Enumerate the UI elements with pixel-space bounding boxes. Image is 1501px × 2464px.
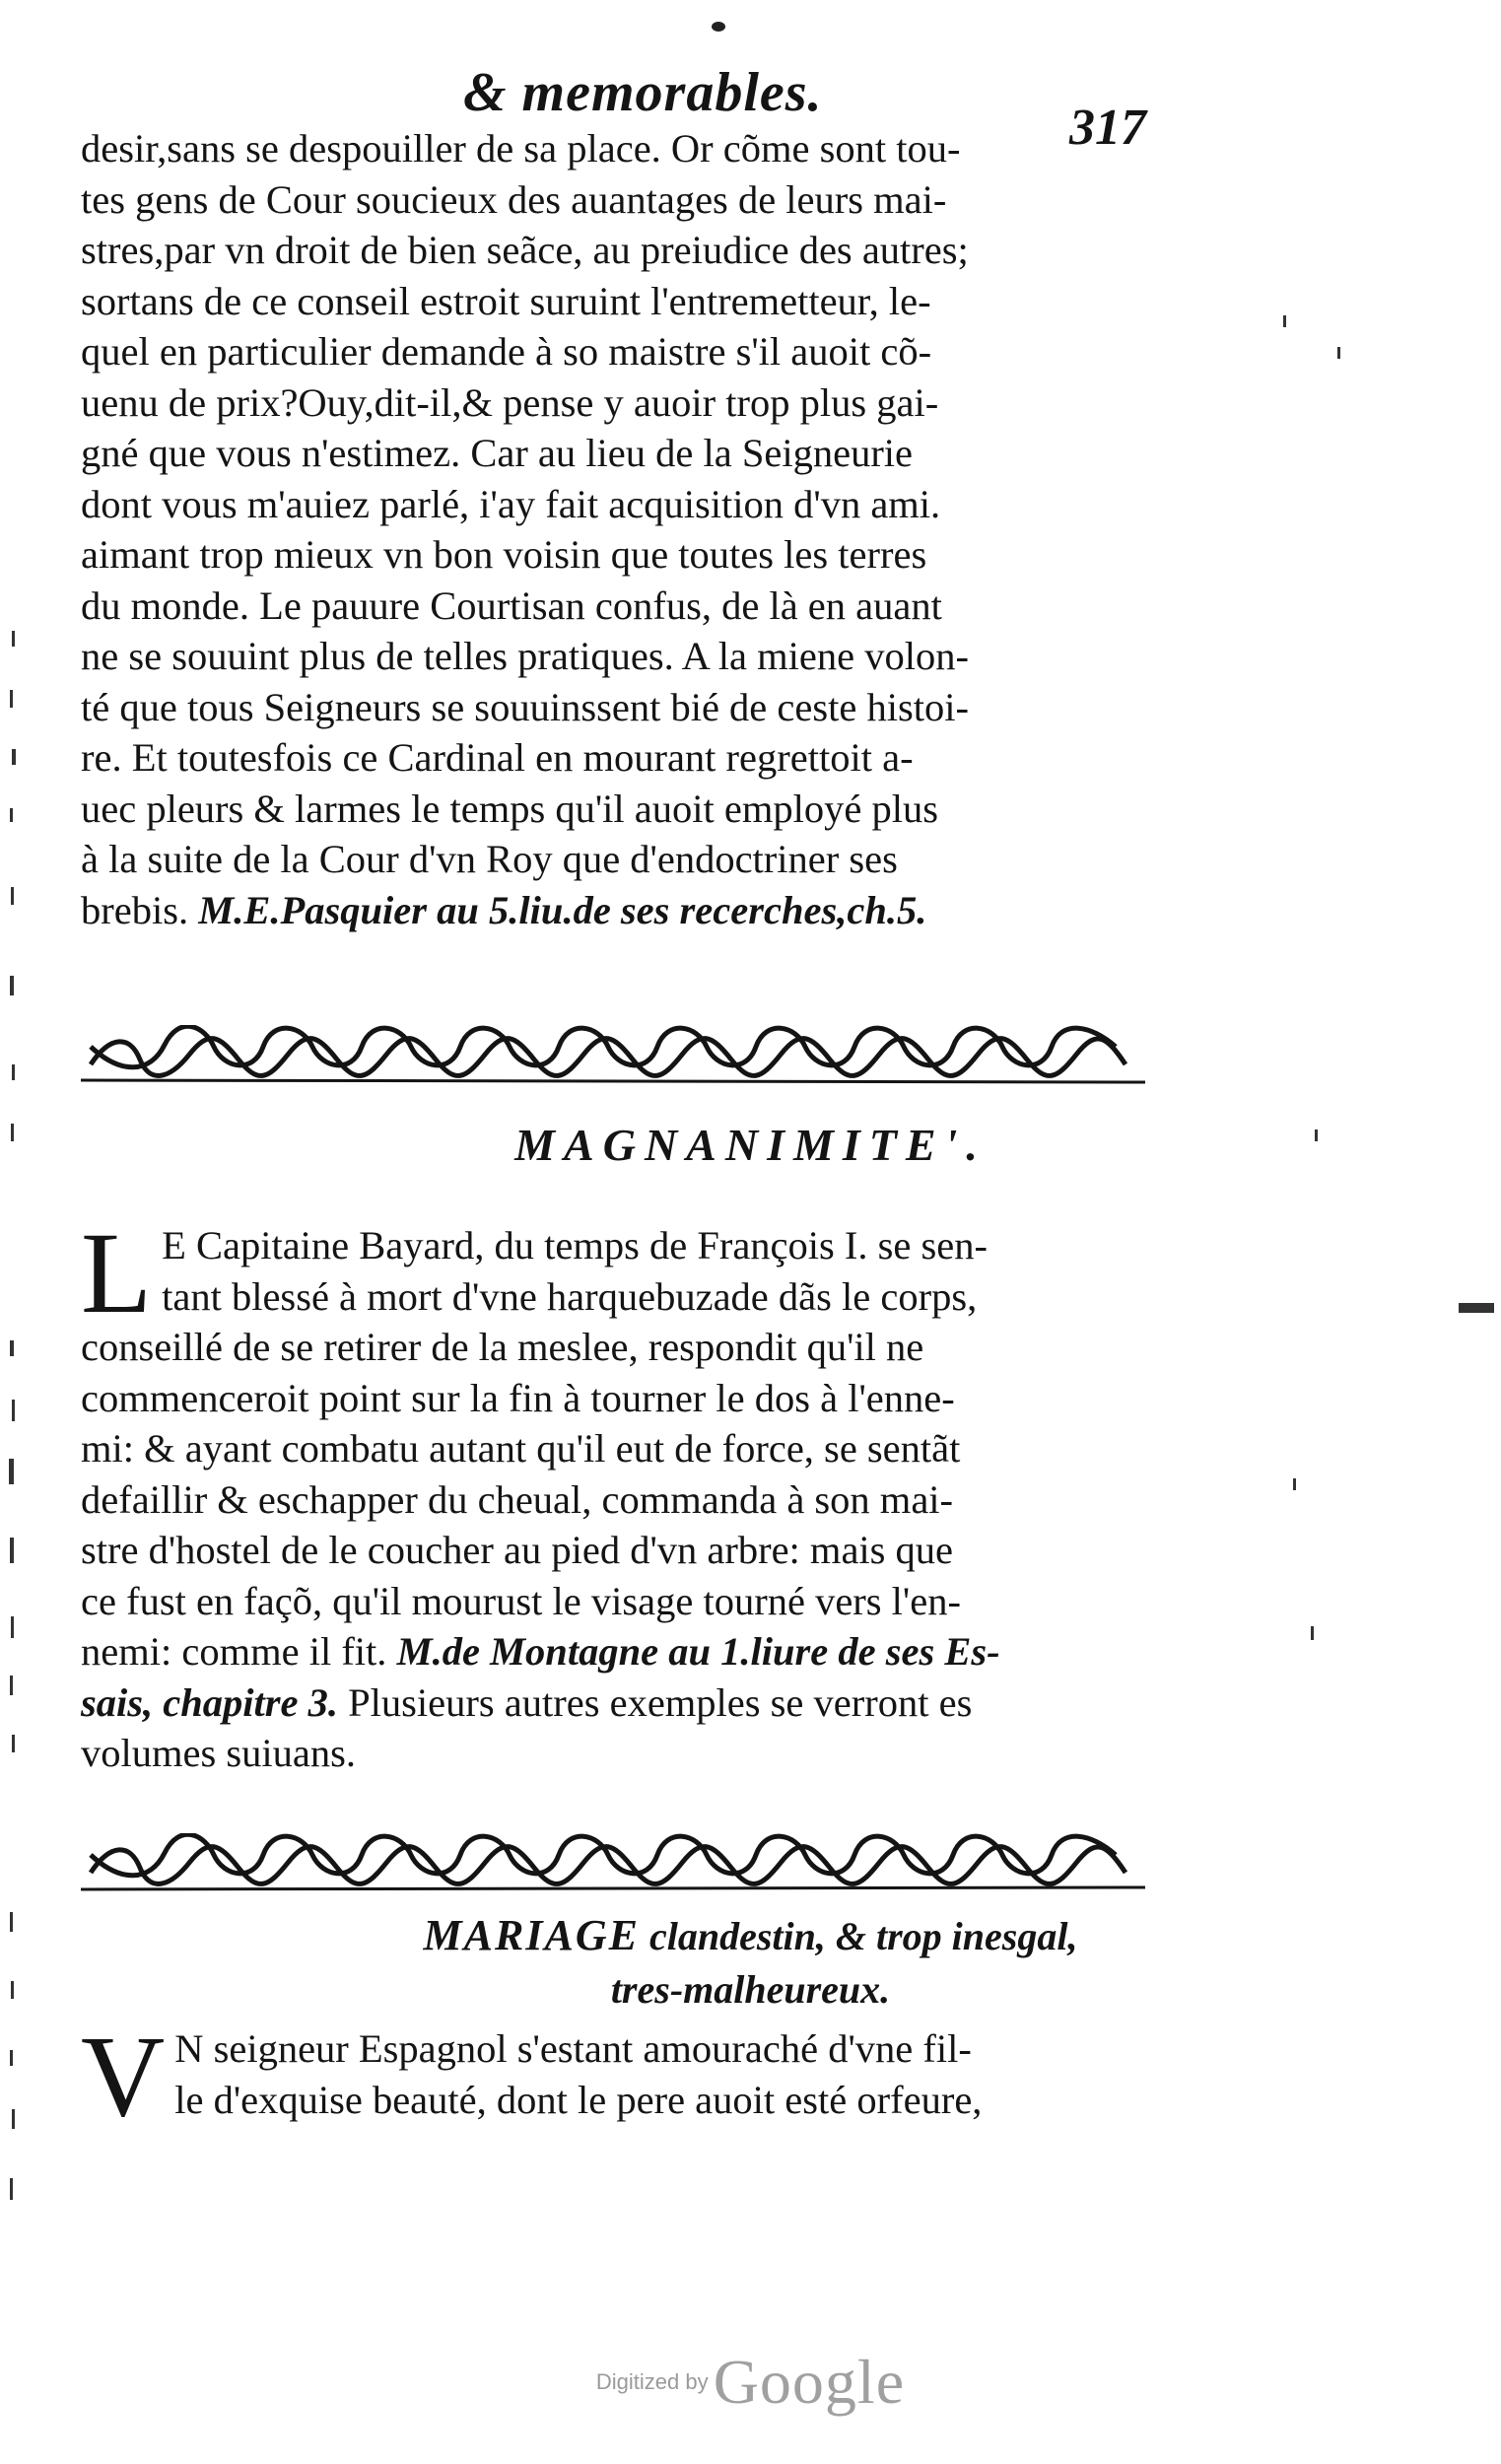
text-line: mi: & ayant combatu autant qu'il eut de force, se sentãt xyxy=(81,1426,961,1471)
text-line: re. Et toutesfois ce Cardinal en mourant regrettoit a- xyxy=(81,735,914,780)
heading-rest: clandestin, & trop inesgal, xyxy=(639,1914,1078,1958)
text-line: volumes suiuans. xyxy=(81,1731,356,1775)
text-line: commenceroit point sur la fin à tourner le dos à l'enne- xyxy=(81,1375,955,1420)
ornamental-band xyxy=(81,1833,1145,1892)
paragraph-magnanimite xyxy=(81,1208,1145,1779)
google-watermark xyxy=(0,2346,1501,2419)
citation-montagne: M.de Montagne au 1.liure de ses Es- xyxy=(396,1629,1000,1674)
google-logo: Google xyxy=(713,2347,906,2417)
text-line: dont vous m'auiez parlé, i'ay fait acquisition d'vn ami. xyxy=(81,481,941,526)
drop-cap: L xyxy=(81,1208,153,1337)
paragraph-mariage xyxy=(81,2012,1145,2141)
text-line: conseillé de se retirer de la meslee, respondit qu'il ne xyxy=(81,1325,924,1369)
section-heading-mariage-line2: tres-malheureux. xyxy=(610,1967,891,2012)
text-line-citation xyxy=(81,1677,1145,1729)
section-heading-magnanimite: MAGNANIMITE'. xyxy=(514,1120,987,1170)
text-line-citation xyxy=(81,1626,1145,1677)
citation-chapitre: sais, chapitre 3. xyxy=(81,1679,339,1725)
text-line: tant blessé à mort d'vne harquebuzade dãs le corps, xyxy=(162,1273,978,1319)
text-line-citation xyxy=(81,885,1145,936)
text-line: uec pleurs & larmes le temps qu'il auoit employé plus xyxy=(81,786,938,831)
page-number: 317 xyxy=(1069,100,1146,156)
text-line: stre d'hostel de le coucher au pied d'vn arbre: mais que xyxy=(81,1528,954,1572)
line-text: Plusieurs autres exemples se verront es xyxy=(338,1679,973,1725)
text-line: du monde. Le pauure Courtisan confus, de là en auant xyxy=(81,582,942,628)
text-line: té que tous Seigneurs se souuinssent bié de ceste histoi- xyxy=(81,684,969,729)
text-line: defaillir & eschapper du cheual, commanda à son mai- xyxy=(81,1476,954,1522)
text-line: aimant trop mieux vn bon voisin que toutes les terres xyxy=(81,532,927,577)
text-line: stres,par vn droit de bien seãce, au preiudice des autres; xyxy=(81,228,969,272)
section-heading-mariage xyxy=(0,1910,1501,1960)
paragraph-continuation xyxy=(81,123,1145,935)
text-line: quel en particulier demande à so maistre s'il auoit cõ- xyxy=(81,329,932,374)
line-text: nemi: comme il fit. xyxy=(81,1629,397,1674)
watermark-prefix: Digitized by xyxy=(595,2369,709,2394)
running-title: & memorables. xyxy=(463,62,823,123)
text-line: desir,sans se despouiller de sa place. Or cõme sont tou- xyxy=(81,126,961,171)
text-line: ne se souuint plus de telles pratiques. A la miene volon- xyxy=(81,634,969,678)
text-line: uenu de prix?Ouy,dit-il,& pense y auoir trop plus gai- xyxy=(81,379,939,425)
text-line: N seigneur Espagnol s'estant amouraché d'vne fil- xyxy=(174,2026,972,2071)
text-line: ce fust en façõ, qu'il mourust le visage tourné vers l'en- xyxy=(81,1578,961,1623)
text-line: à la suite de la Cour d'vn Roy que d'endoctriner ses xyxy=(81,837,898,881)
line-text: brebis. xyxy=(81,887,199,932)
text-line: E Capitaine Bayard, du temps de François I. se sen- xyxy=(162,1223,988,1267)
text-line: le d'exquise beauté, dont le pere auoit esté orfeure, xyxy=(174,2077,983,2122)
citation-pasquier: M.E.Pasquier au 5.liu.de ses recerches,ch.5. xyxy=(198,887,927,932)
drop-cap: V xyxy=(81,2012,166,2141)
text-line: sortans de ce conseil estroit suruint l'entremetteur, le- xyxy=(81,278,931,323)
ornamental-band xyxy=(81,1025,1145,1084)
ink-speck xyxy=(712,22,725,32)
text-line: tes gens de Cour soucieux des auantages de leurs mai- xyxy=(81,176,947,222)
text-line: gné que vous n'estimez. Car au lieu de la Seigneurie xyxy=(81,431,914,475)
heading-caps: MARIAGE xyxy=(423,1911,640,1959)
